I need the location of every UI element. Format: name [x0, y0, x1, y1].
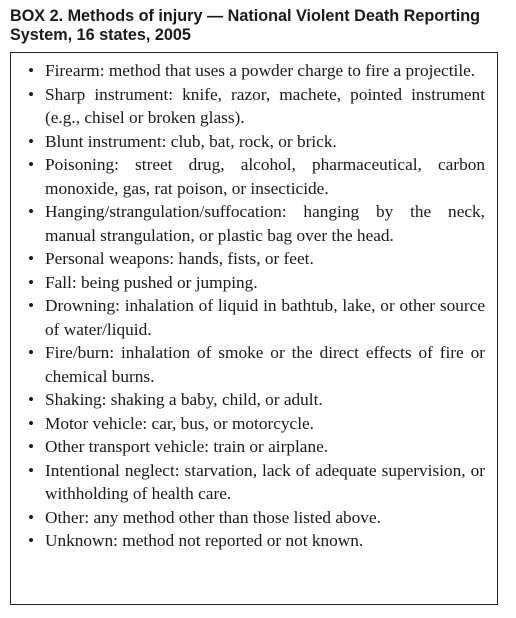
list-item	[11, 341, 485, 388]
list-item-text: Unknown: method not reported or not known.	[45, 531, 364, 550]
list-item-text: Other transport vehicle: train or airplane.	[45, 437, 329, 456]
bullet-icon: •	[28, 390, 35, 409]
list-item	[11, 130, 485, 154]
list-item-text: Personal weapons: hands, fists, or feet.	[45, 249, 314, 268]
list-item-text: Drowning: inhalation of liquid in bathtub, lake, or other source of water/liquid.	[45, 296, 485, 339]
list-item	[11, 153, 485, 200]
list-item	[11, 529, 485, 553]
bullet-icon: •	[28, 84, 35, 104]
list-item	[11, 506, 485, 530]
list-item	[11, 247, 485, 271]
list-item-text: Blunt instrument: club, bat, rock, or brick.	[45, 131, 337, 151]
list-item-text: Sharp instrument: knife, razor, machete, pointed instrument (e.g., chisel or broken glass).	[45, 84, 485, 127]
bullet-icon: •	[28, 272, 35, 292]
bullet-icon: •	[28, 155, 35, 174]
list-item-text: Intentional neglect: starvation, lack of adequate supervision, or withholding of health care.	[45, 460, 485, 503]
bullet-icon: •	[28, 296, 35, 315]
bullet-icon: •	[28, 437, 35, 456]
box-title: BOX 2. Methods of injury — National Violent Death Reporting System, 16 states, 2005	[10, 7, 481, 44]
bullet-icon: •	[28, 460, 35, 480]
list-item-text: Shaking: shaking a baby, child, or adult.	[45, 390, 323, 409]
list-item-text: Fire/burn: inhalation of smoke or the direct effects of fire or chemical burns.	[45, 343, 485, 386]
bullet-icon: •	[28, 61, 35, 80]
list-item	[11, 271, 485, 295]
list-item-text: Hanging/strangulation/suffocation: hanging by the neck, manual strangulation, or plastic bag over the head.	[45, 202, 485, 245]
bullet-icon: •	[28, 131, 35, 151]
list-item-text: Motor vehicle: car, bus, or motorcycle.	[45, 413, 314, 433]
list-item	[11, 435, 485, 459]
list-item	[11, 294, 485, 341]
bullet-icon: •	[28, 202, 35, 221]
list-item	[11, 83, 485, 130]
list-item	[11, 459, 485, 506]
list-item	[11, 412, 485, 436]
methods-box	[10, 52, 498, 605]
list-item-text: Poisoning: street drug, alcohol, pharmaceutical, carbon monoxide, gas, rat poison, or insecticide.	[45, 155, 485, 198]
list-item-text: Firearm: method that uses a powder charge to fire a projectile.	[45, 61, 476, 80]
list-item-text: Fall: being pushed or jumping.	[45, 272, 258, 292]
list-item	[11, 59, 485, 83]
bullet-icon: •	[28, 507, 35, 527]
bullet-icon: •	[28, 531, 35, 550]
list-item	[11, 388, 485, 412]
methods-list	[11, 53, 497, 553]
bullet-icon: •	[28, 413, 35, 433]
bullet-icon: •	[28, 343, 35, 362]
list-item	[11, 200, 485, 247]
bullet-icon: •	[28, 249, 35, 268]
list-item-text: Other: any method other than those listed above.	[45, 507, 381, 527]
